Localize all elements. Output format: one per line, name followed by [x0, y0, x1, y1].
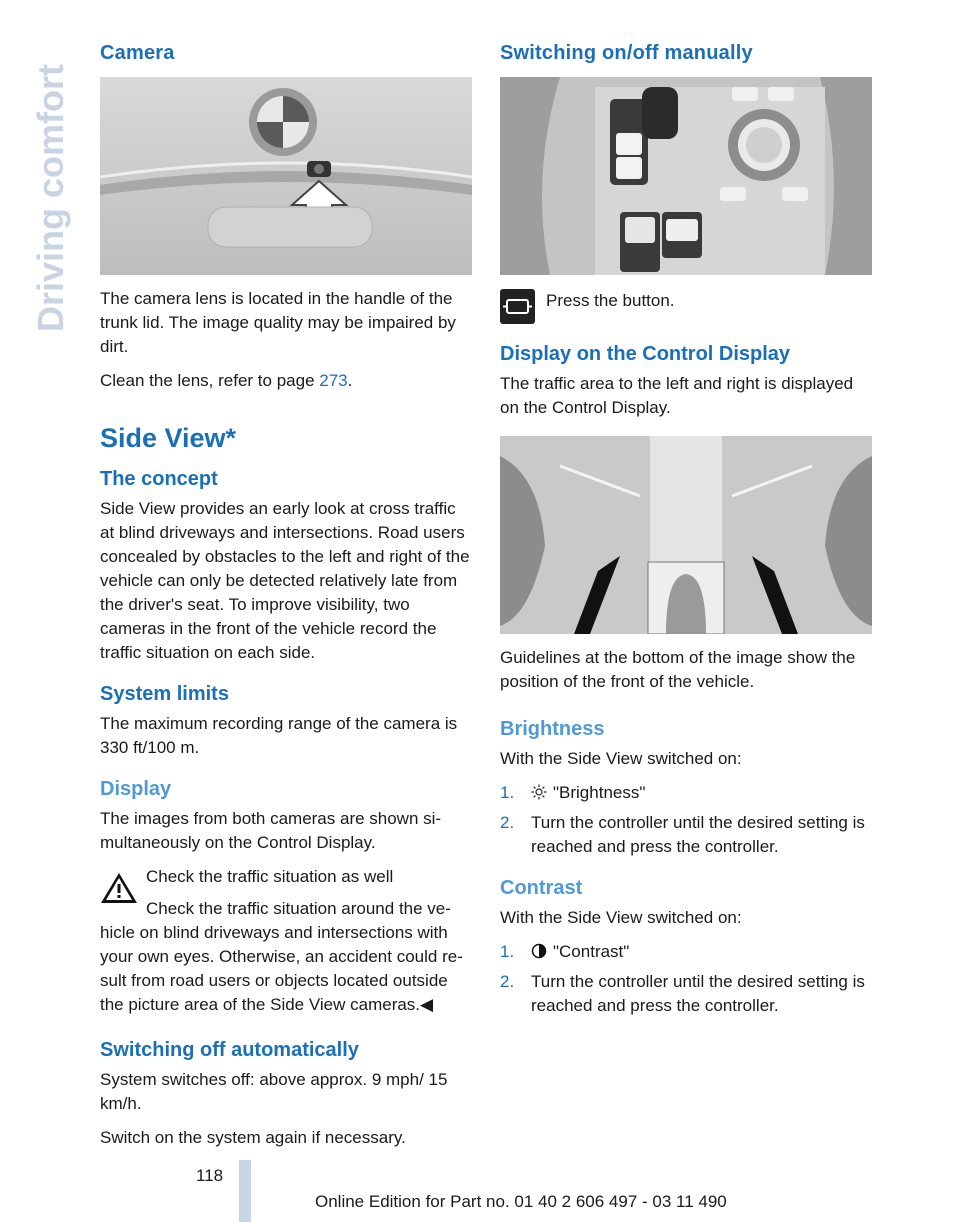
footer-divider — [239, 1160, 251, 1222]
contrast-heading: Contrast — [500, 877, 583, 899]
side-tab-label: Driving comfort — [30, 63, 71, 332]
side-view-title: Side View* — [100, 423, 237, 453]
warning-triangle-icon — [100, 871, 138, 905]
camera-heading: Camera — [100, 42, 175, 64]
system-limits-paragraph: The maximum recording range of the camera is 330 ft/100 m. — [100, 714, 458, 757]
brightness-sun-icon — [531, 784, 547, 800]
edition-note: Online Edition for Part no. 01 40 2 606 497 - 03 11 490 — [315, 1192, 727, 1211]
contrast-intro: With the Side View switched on: — [500, 908, 742, 927]
brightness-heading: Brightness — [500, 718, 605, 740]
manual-heading: Switching on/off manually — [500, 42, 753, 64]
list-item: 2. Turn the controller until the desired setting is reached and press the controller. — [500, 813, 865, 856]
side-view-display-image — [500, 436, 872, 634]
control-display-paragraph: The traffic area to the left and right is displayed on the Control Display. — [500, 374, 854, 417]
warning-title: Check the traffic situation as well — [146, 867, 394, 886]
auto-off-heading: Switching off automatically — [100, 1039, 359, 1061]
control-display-heading: Display on the Control Display — [500, 343, 791, 365]
contrast-half-circle-icon — [531, 943, 547, 959]
concept-paragraph: Side View provides an early look at cross traffic at blind driveways and intersections. Road users concealed by obstacles to the left and right of the vehicle can only be detected relatively late from the driver's seat. To improve visibility, two cameras in the front of the vehicle record the traffic situation on each side. — [100, 499, 470, 662]
center-console-illustration — [500, 77, 872, 275]
list-item: 1. "Contrast" — [500, 942, 630, 961]
page-footer — [0, 1160, 960, 1222]
system-limits-heading: System limits — [100, 683, 229, 705]
page-number: 118 — [196, 1166, 224, 1185]
camera-photo — [100, 77, 472, 275]
side-tab — [22, 40, 71, 340]
auto-off-note: Switch on the system again if necessary. — [100, 1128, 406, 1147]
concept-heading: The concept — [100, 468, 218, 490]
auto-off-paragraph: System switches off: above approx. 9 mph/ 15 km/h. — [100, 1070, 448, 1113]
right-column — [500, 42, 873, 1028]
guidelines-paragraph: Guidelines at the bottom of the image show the position of the front of the vehicle. — [500, 648, 856, 691]
press-button-row — [500, 289, 873, 331]
press-button-text: Press the button. — [546, 291, 675, 310]
display-paragraph: The images from both cameras are shown simultaneously on the Control Display. — [100, 809, 442, 852]
side-view-button-icon[interactable] — [500, 289, 535, 324]
trunk-camera-illustration — [100, 77, 472, 275]
camera-clean-note: Clean the lens, refer to page 273. — [100, 371, 353, 390]
list-item: 1. "Brightness" — [500, 783, 646, 802]
list-item: 2. Turn the controller until the desired setting is reached and press the controller. — [500, 972, 865, 1015]
camera-description: The camera lens is located in the handle of the trunk lid. The image quality may be impaired by dirt. — [100, 289, 456, 356]
left-column — [100, 42, 473, 1160]
brightness-intro: With the Side View switched on: — [500, 749, 742, 768]
center-console-photo — [500, 77, 872, 275]
contrast-steps — [500, 940, 873, 1018]
brightness-steps — [500, 781, 873, 859]
display-heading: Display — [100, 778, 172, 800]
warning-box — [100, 865, 473, 1017]
side-view-screen-illustration — [500, 436, 872, 634]
page-link-273[interactable]: 273 — [319, 371, 348, 390]
warning-text: Check the traffic situation around the vehicle on blind driveways and intersections with your own eyes. Otherwise, an accident could result from road users or objects located outside the picture area of the Side View cameras.◀ — [100, 899, 463, 1014]
